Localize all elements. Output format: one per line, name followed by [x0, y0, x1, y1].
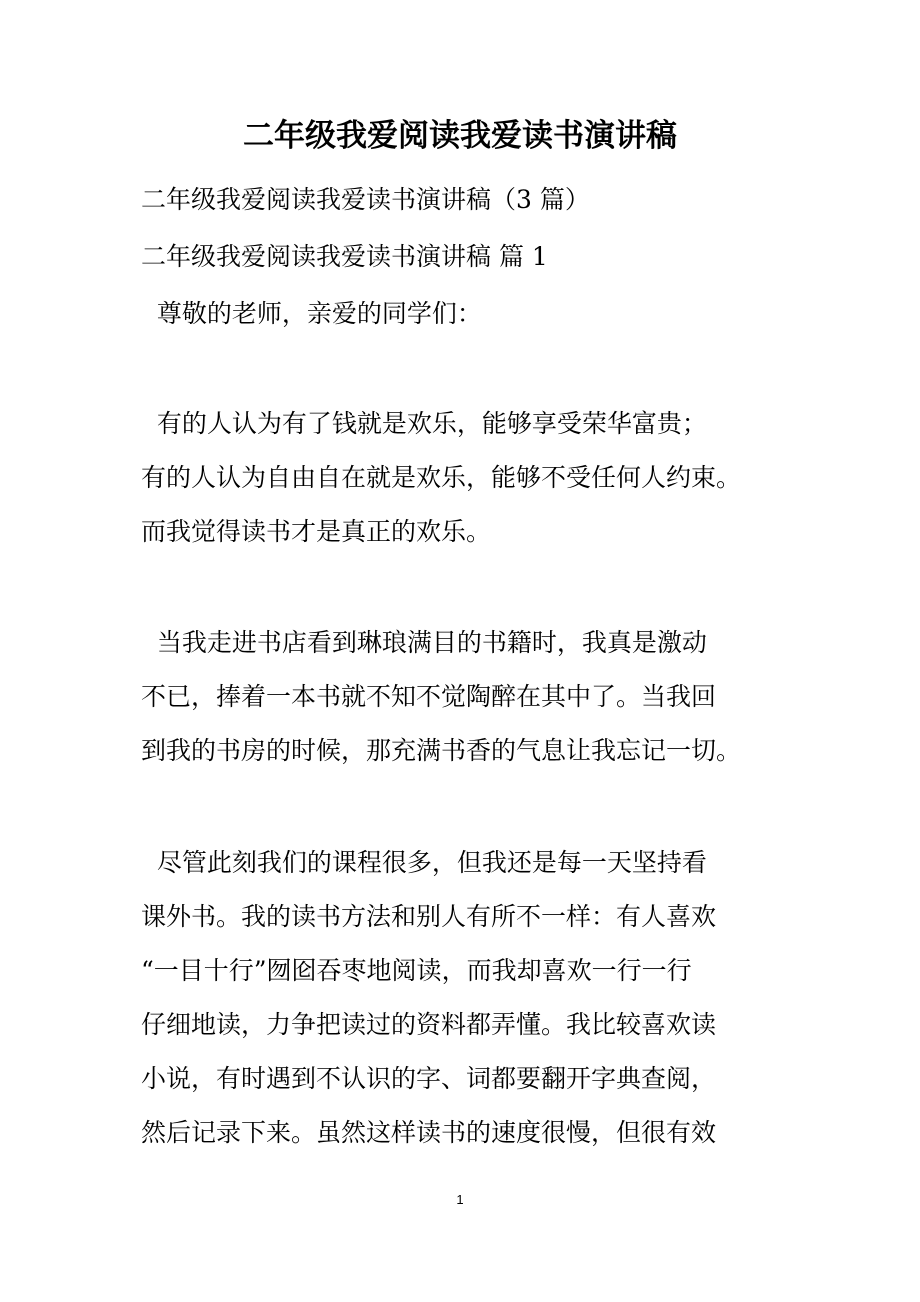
paragraph-line: “一目十行”囫囵吞枣地阅读，而我却喜欢一行一行 [141, 956, 692, 985]
paragraph-line: 而我觉得读书才是真正的欢乐。 [141, 517, 492, 546]
paragraph-line: 有的人认为自由自在就是欢乐，能够不受任何人约束。 [141, 463, 742, 492]
paragraph-line: 有的人认为有了钱就是欢乐，能够享受荣华富贵； [141, 409, 707, 438]
document-title: 二年级我爱阅读我爱读书演讲稿 [243, 118, 677, 154]
paragraph-2 [141, 616, 801, 778]
section-heading: 二年级我爱阅读我爱读书演讲稿 篇 1 [141, 242, 548, 271]
paragraph-line: 当我走进书店看到琳琅满目的书籍时，我真是激动 [141, 628, 707, 657]
document-subtitle: 二年级我爱阅读我爱读书演讲稿（3 篇） [141, 185, 590, 214]
paragraph-3 [141, 836, 801, 1160]
paragraph-line: 小说，有时遇到不认识的字、词都要翻开字典查阅， [141, 1064, 717, 1093]
paragraph-line: 不已，捧着一本书就不知不觉陶醉在其中了。当我回 [141, 682, 717, 711]
paragraph-line: 仔细地读，力争把读过的资料都弄懂。我比较喜欢读 [141, 1010, 717, 1039]
paragraph-line: 到我的书房的时候，那充满书香的气息让我忘记一切。 [141, 736, 742, 765]
page-number: 1 [456, 1192, 464, 1207]
paragraph-line: 然后记录下来。虽然这样读书的速度很慢，但很有效 [141, 1118, 717, 1147]
paragraph-line: 尽管此刻我们的课程很多，但我还是每一天坚持看 [141, 848, 707, 877]
greeting-line: 尊敬的老师，亲爱的同学们： [141, 299, 482, 328]
paragraph-line: 课外书。我的读书方法和别人有所不一样：有人喜欢 [141, 902, 717, 931]
paragraph-1 [141, 397, 801, 559]
